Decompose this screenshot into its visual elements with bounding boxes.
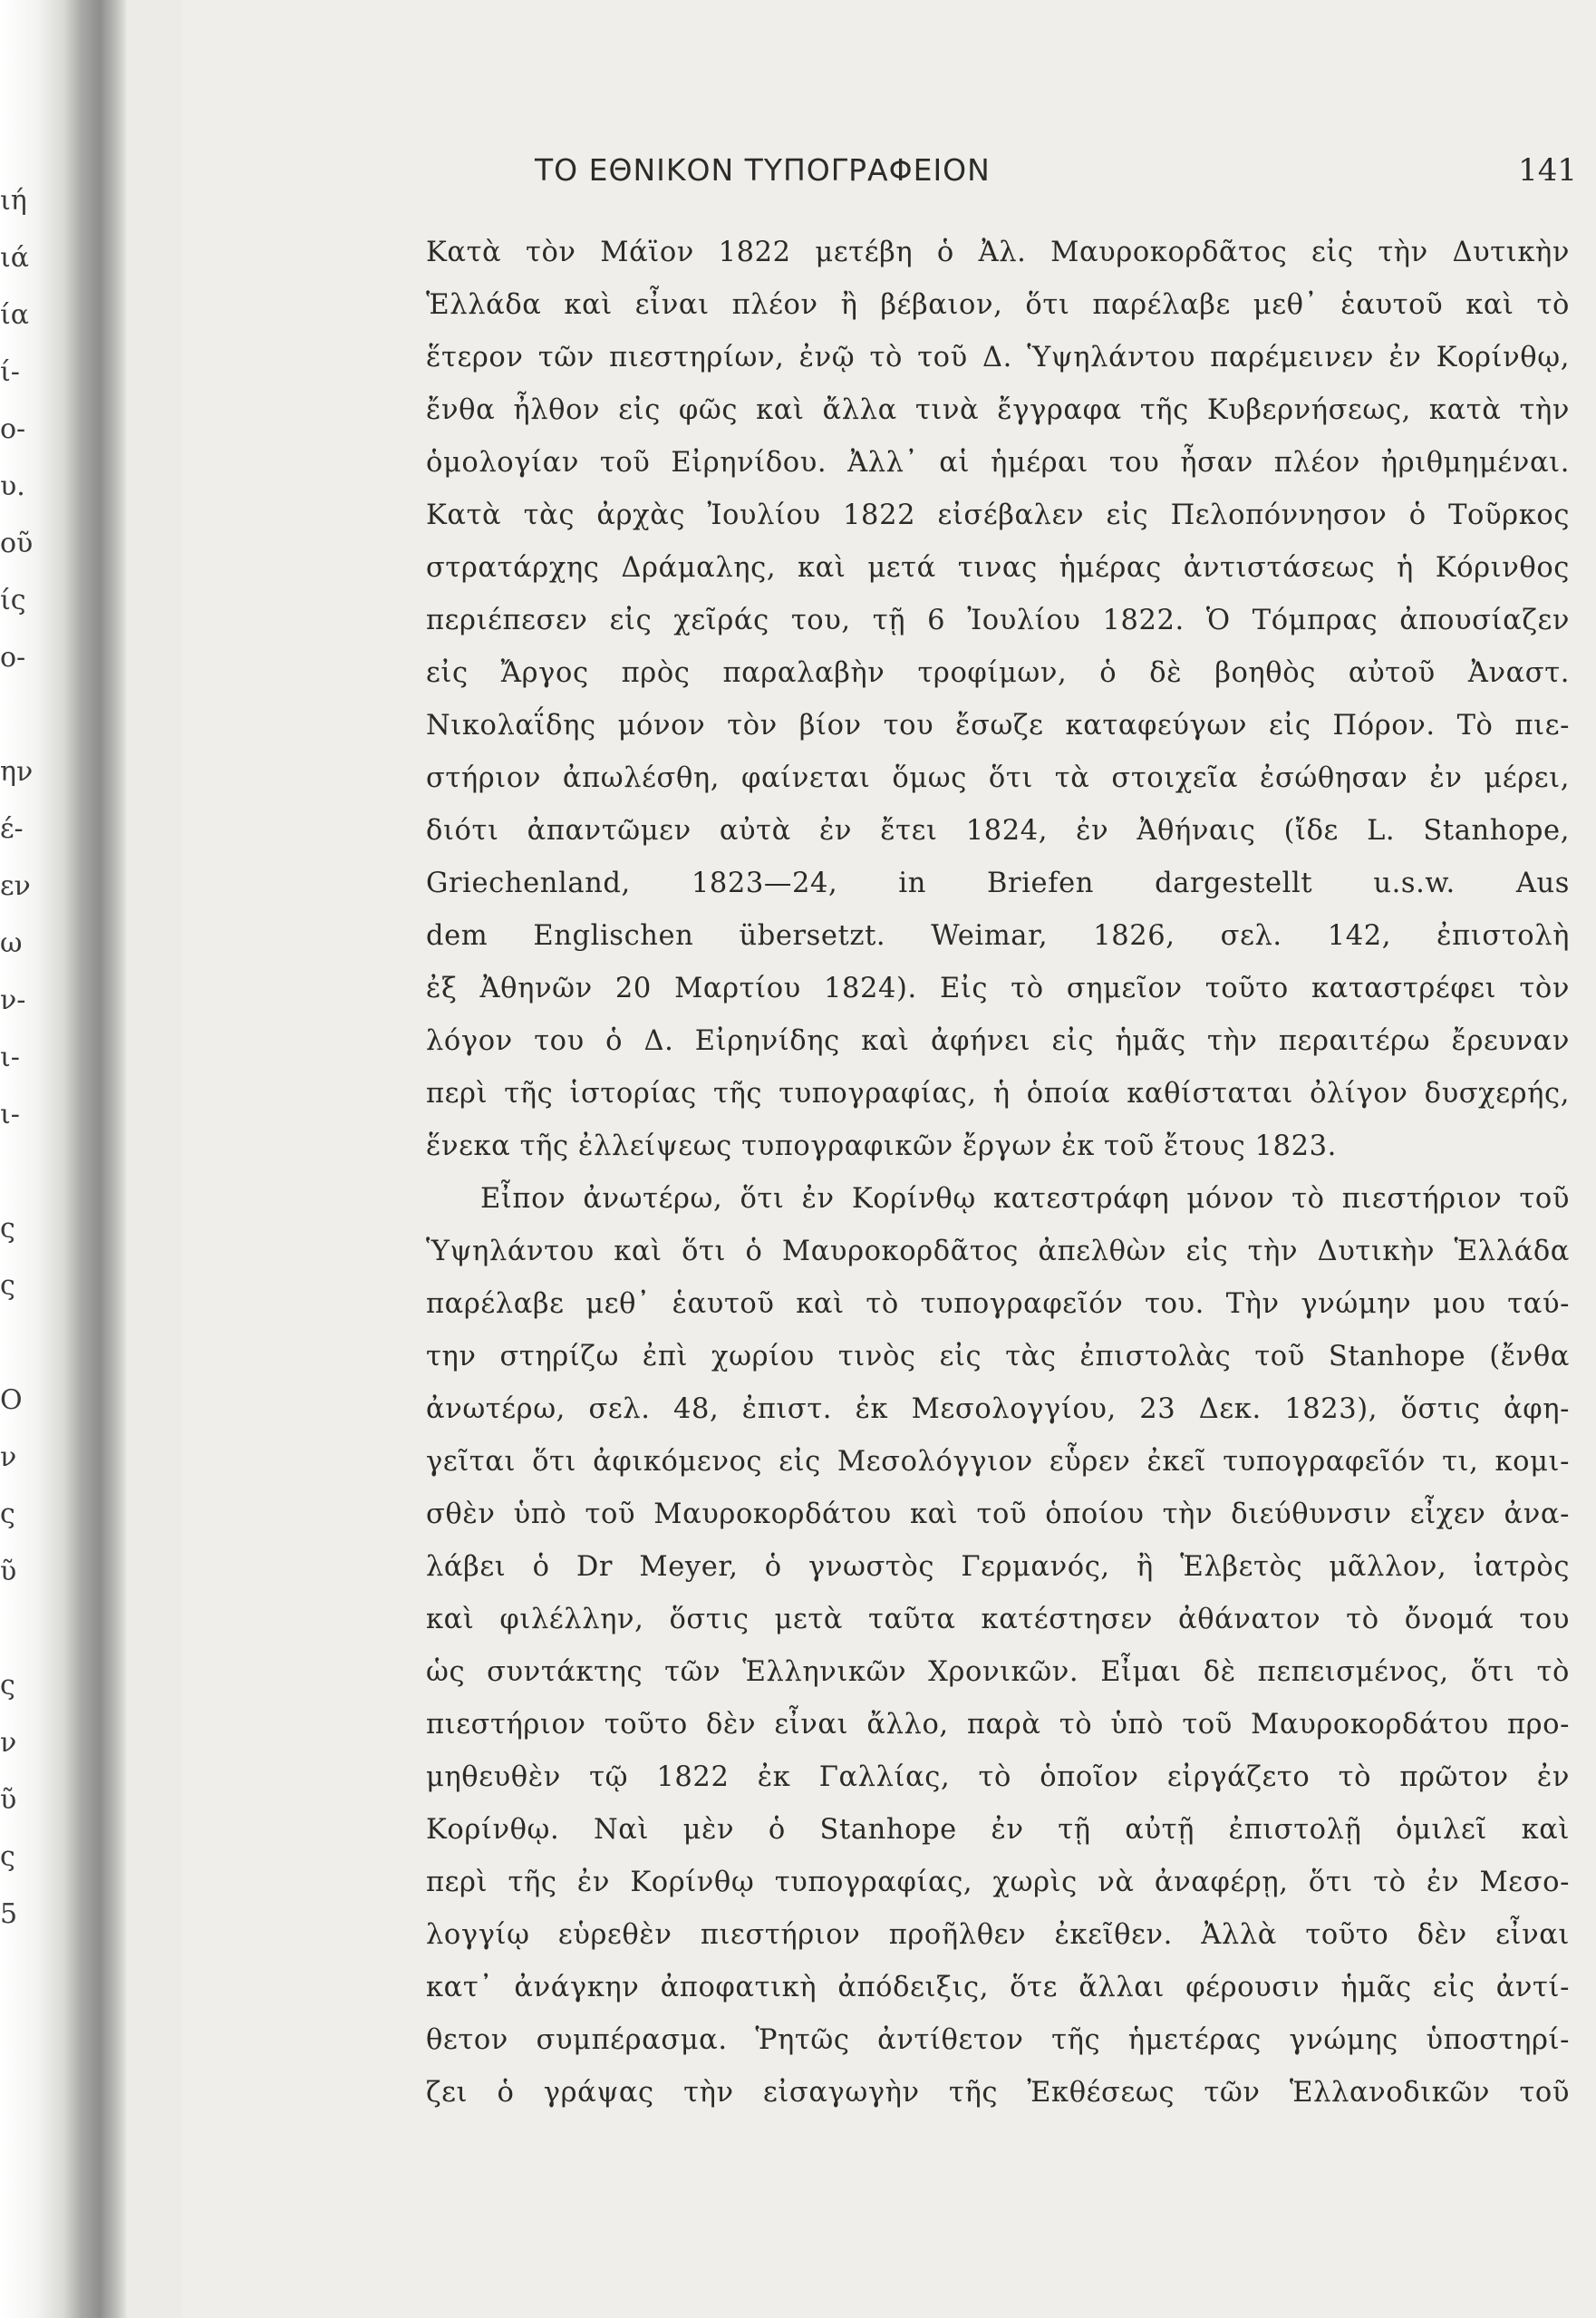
text-line: dem Englischen übersetzt. Weimar, 1826, σελ. 142, ἐπιστολὴ	[426, 920, 1570, 952]
text-line: περιέπεσεν εἰς χεῖράς του, τῇ 6 Ἰουλίου 1822. Ὁ Τόμπρας ἀπουσίαζεν	[426, 605, 1570, 636]
text-line: ἐξ Ἀθηνῶν 20 Μαρτίου 1824). Εἰς τὸ σημεῖον τοῦτο καταστρέφει τὸν	[426, 973, 1570, 1004]
margin-fragment: οῦ	[0, 528, 34, 559]
margin-fragment: εν	[0, 870, 31, 902]
text-line: Ὑψηλάντου καὶ ὅτι ὁ Μαυροκορδᾶτος ἀπελθὼν εἰς τὴν Δυτικὴν Ἑλλάδα	[426, 1236, 1570, 1267]
previous-page-margin	[0, 172, 34, 1943]
margin-fragment: ν	[0, 1441, 17, 1473]
text-line: ἔνθα ἦλθον εἰς φῶς καὶ ἄλλα τινὰ ἔγγραφα τῆς Κυβερνήσεως, κατὰ τὴν	[426, 394, 1570, 426]
margin-fragment: ιή	[0, 185, 27, 217]
margin-fragment: ί-	[0, 356, 20, 388]
text-line: ἕτερον τῶν πιεστηρίων, ἐνῷ τὸ τοῦ Δ. Ὑψηλάντου παρέμεινεν ἐν Κορίνθῳ,	[426, 342, 1570, 373]
text-line: ὡς συντάκτης τῶν Ἑλληνικῶν Χρονικῶν. Εἶμαι δὲ πεπεισμένος, ὅτι τὸ	[426, 1656, 1570, 1688]
text-line: σθὲν ὑπὸ τοῦ Μαυροκορδάτου καὶ τοῦ ὁποίου τὴν διεύθυνσιν εἶχεν ἀνα-	[426, 1498, 1570, 1530]
margin-fragment: ῦ	[0, 1784, 17, 1816]
margin-fragment: ίς	[0, 585, 26, 616]
margin-fragment: ω	[0, 927, 23, 959]
margin-fragment: ς	[0, 1670, 15, 1702]
text-line: ἕνεκα τῆς ἐλλείψεως τυπογραφικῶν ἔργων ἐκ τοῦ ἔτους 1823.	[426, 1130, 1337, 1162]
margin-fragment: έ-	[0, 813, 24, 845]
text-line: λόγον του ὁ Δ. Εἰρηνίδης καὶ ἀφήνει εἰς ἡμᾶς τὴν περαιτέρω ἔρευναν	[426, 1025, 1570, 1057]
text-line: ἀνωτέρω, σελ. 48, ἐπιστ. ἐκ Μεσολογγίου, 23 Δεκ. 1823), ὅστις ἀφη-	[426, 1393, 1570, 1425]
margin-fragment: υ.	[0, 470, 25, 502]
page-header	[535, 152, 1577, 198]
margin-fragment: ο-	[0, 413, 26, 445]
text-line: Κατὰ τὸν Μάϊον 1822 μετέβη ὁ Ἀλ. Μαυροκορδᾶτος εἰς τὴν Δυτικὴν	[426, 237, 1570, 268]
text-line: πιεστήριον τοῦτο δὲν εἶναι ἄλλο, παρὰ τὸ ὑπὸ τοῦ Μαυροκορδάτου προ-	[426, 1709, 1570, 1741]
text-line: γεῖται ὅτι ἀφικόμενος εἰς Μεσολόγγιον εὗρεν ἐκεῖ τυπογραφεῖόν τι, κομι-	[426, 1446, 1570, 1478]
margin-fragment: ιά	[0, 242, 30, 274]
text-line: Κατὰ τὰς ἀρχὰς Ἰουλίου 1822 εἰσέβαλεν εἰς Πελοπόννησον ὁ Τοῦρκος	[426, 499, 1570, 531]
margin-fragment	[0, 1314, 22, 1372]
text-line: κατ᾽ ἀνάγκην ἀποφατικὴ ἀπόδειξις, ὅτε ἄλλαι φέρουσιν ἡμᾶς εἰς ἀντί-	[426, 1972, 1570, 2003]
text-line: παρέλαβε μεθ᾽ ἑαυτοῦ καὶ τὸ τυπογραφεῖόν του. Τὴν γνώμην μου ταύ-	[426, 1288, 1570, 1320]
margin-fragment	[0, 1600, 22, 1657]
margin-fragment: ς	[0, 1498, 15, 1530]
margin-fragment: ς	[0, 1213, 15, 1245]
text-line: καὶ φιλέλλην, ὅστις μετὰ ταῦτα κατέστησεν ἀθάνατον τὸ ὄνομά του	[426, 1604, 1570, 1635]
text-line: στήριον ἀπωλέσθη, φαίνεται ὅμως ὅτι τὰ στοιχεῖα ἐσώθησαν ἐν μέρει,	[426, 762, 1570, 794]
text-line: λάβει ὁ Dr Meyer, ὁ γνωστὸς Γερμανός, ἢ Ἑλβετὸς μᾶλλον, ἰατρὸς	[426, 1551, 1570, 1583]
text-line: Ἑλλάδα καὶ εἶναι πλέον ἢ βέβαιον, ὅτι παρέλαβε μεθ᾽ ἑαυτοῦ καὶ τὸ	[426, 289, 1570, 321]
page-number: 141	[1518, 152, 1577, 189]
margin-fragment	[0, 686, 22, 743]
text-line: περὶ τῆς ἐν Κορίνθῳ τυπογραφίας, χωρὶς νὰ ἀναφέρῃ, ὅτι τὸ ἐν Μεσο-	[426, 1867, 1570, 1898]
text-line: την στηρίζω ἐπὶ χωρίου τινὸς εἰς τὰς ἐπιστολὰς τοῦ Stanhope (ἔνθα	[426, 1341, 1570, 1372]
text-line: λογγίῳ εὑρεθὲν πιεστήριον προῆλθεν ἐκεῖθεν. Ἀλλὰ τοῦτο δὲν εἶναι	[426, 1919, 1570, 1951]
margin-fragment: ην	[0, 756, 34, 788]
text-line: ὁμολογίαν τοῦ Εἰρηνίδου. Ἀλλ᾽ αἱ ἡμέραι του ἦσαν πλέον ἠριθμημέναι.	[426, 447, 1570, 479]
text-line: εἰς Ἄργος πρὸς παραλαβὴν τροφίμων, ὁ δὲ βοηθὸς αὐτοῦ Ἀναστ.	[426, 657, 1570, 689]
margin-fragment: Ο	[0, 1384, 23, 1416]
paragraph-start-line: Εἶπον ἀνωτέρω, ὅτι ἐν Κορίνθῳ κατεστράφη μόνον τὸ πιεστήριον τοῦ	[480, 1183, 1570, 1215]
margin-fragment	[0, 1143, 22, 1200]
margin-fragment: ία	[0, 299, 30, 331]
text-line: ζει ὁ γράψας τὴν εἰσαγωγὴν τῆς Ἐκθέσεως τῶν Ἑλλανοδικῶν τοῦ	[426, 2077, 1570, 2109]
text-line: Griechenland, 1823—24, in Briefen dargestellt u.s.w. Aus	[426, 868, 1570, 899]
running-title: ΤΟ ΕΘΝΙΚΟΝ ΤΥΠΟΓΡΑΦΕΙΟΝ	[535, 152, 991, 188]
margin-fragment: ι-	[0, 1099, 20, 1130]
text-line: Κορίνθῳ. Ναὶ μὲν ὁ Stanhope ἐν τῇ αὐτῇ ἐπιστολῇ ὁμιλεῖ καὶ	[426, 1814, 1570, 1846]
margin-fragment: 5	[0, 1898, 18, 1930]
margin-fragment: ι-	[0, 1042, 20, 1073]
margin-fragment: ο-	[0, 642, 26, 674]
text-line: Νικολαΐδης μόνον τὸν βίον του ἔσωζε καταφεύγων εἰς Πόρον. Τὸ πιε-	[426, 710, 1570, 742]
book-page	[181, 0, 1596, 2318]
margin-fragment: ς	[0, 1841, 15, 1873]
margin-fragment: ῦ	[0, 1556, 17, 1587]
margin-fragment: ς	[0, 1270, 15, 1302]
text-line: στρατάρχης Δράμαλης, καὶ μετά τινας ἡμέρας ἀντιστάσεως ἡ Κόρινθος	[426, 552, 1570, 584]
text-line: θετον συμπέρασμα. Ῥητῶς ἀντίθετον τῆς ἡμετέρας γνώμης ὑποστηρί-	[426, 2024, 1570, 2056]
margin-fragment: ν-	[0, 984, 26, 1016]
text-line: μηθευθὲν τῷ 1822 ἐκ Γαλλίας, τὸ ὁποῖον εἰργάζετο τὸ πρῶτον ἐν	[426, 1761, 1570, 1793]
text-line: περὶ τῆς ἱστορίας τῆς τυπογραφίας, ἡ ὁποία καθίσταται ὀλίγον δυσχερής,	[426, 1078, 1570, 1110]
body-text	[426, 227, 1570, 2119]
margin-fragment: ν	[0, 1727, 17, 1759]
text-line: διότι ἀπαντῶμεν αὐτὰ ἐν ἔτει 1824, ἐν Ἀθήναις (ἴδε L. Stanhope,	[426, 815, 1570, 847]
